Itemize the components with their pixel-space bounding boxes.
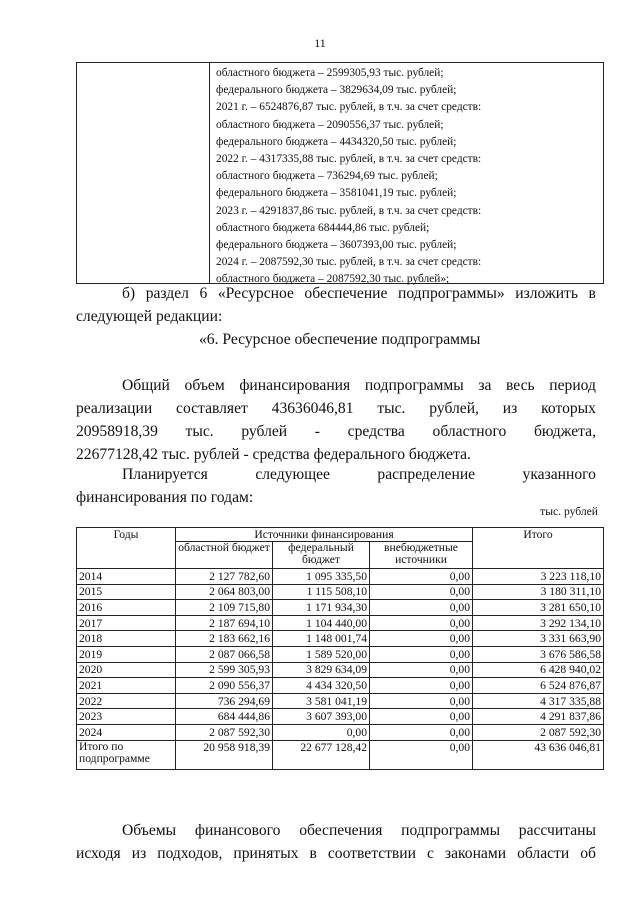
funding-line: федерального бюджета – 3581041,19 тыс. рублей; <box>216 187 457 200</box>
table-row <box>77 678 604 694</box>
header-federal: федеральный бюджет <box>273 542 370 569</box>
cell-regional: 736 294,69 <box>176 693 273 709</box>
word: подходов, <box>157 845 223 862</box>
cell-year: 2015 <box>77 584 176 600</box>
word: в <box>588 285 596 302</box>
footer-paragraph-line <box>76 842 596 866</box>
table-row <box>77 646 604 662</box>
cell-federal: 1 095 335,50 <box>273 569 370 585</box>
cell-federal: 3 829 634,09 <box>273 662 370 678</box>
funding-line: 2023 г. – 4291837,86 тыс. рублей, в т.ч. за счет средств: <box>216 204 482 217</box>
word: рассчитаны <box>518 822 596 839</box>
cell-year: 2020 <box>77 662 176 678</box>
cell-regional: 2 090 556,37 <box>176 678 273 694</box>
cell-extra: 0,00 <box>370 662 473 678</box>
word: области <box>517 845 570 862</box>
word: распределение <box>377 466 476 483</box>
word: подпрограммы» <box>397 285 505 302</box>
funding-line: областного бюджета 684444,86 тыс. рублей; <box>216 221 430 234</box>
header-regional: областной бюджет <box>176 542 273 569</box>
table-row <box>77 615 604 631</box>
previous-table-fragment <box>76 62 604 284</box>
cell-year: 2018 <box>77 631 176 647</box>
plan-paragraph-line <box>122 463 596 487</box>
table-row <box>77 662 604 678</box>
word: которых <box>541 400 596 417</box>
cell-regional: 2 109 715,80 <box>176 600 273 616</box>
table-total-row <box>77 740 604 769</box>
word: подпрограммы <box>401 822 501 839</box>
cell-federal: 3 581 041,19 <box>273 693 370 709</box>
cell-extra: 0,00 <box>370 709 473 725</box>
word: изложить <box>515 285 578 302</box>
cell-total: 6 428 940,02 <box>473 662 604 678</box>
total-paragraph-line <box>76 420 596 444</box>
cell-year: 2016 <box>77 600 176 616</box>
cell-extra: 0,00 <box>370 740 473 769</box>
cell-total: 3 223 118,10 <box>473 569 604 585</box>
cell-federal: 1 115 508,10 <box>273 584 370 600</box>
word: составляет <box>176 400 248 417</box>
cell-extra: 0,00 <box>370 724 473 740</box>
cell-federal: 4 434 320,50 <box>273 678 370 694</box>
amendment-line-2: следующей редакции: <box>76 308 223 325</box>
word: финансирования <box>239 377 351 394</box>
section-title: «6. Ресурсное обеспечение подпрограммы <box>199 331 481 348</box>
word: бюджета, <box>533 423 596 440</box>
word: реализации <box>76 400 153 417</box>
word: Общий <box>122 377 170 394</box>
table-row <box>77 709 604 725</box>
total-paragraph-line <box>122 374 596 398</box>
word: рублей, <box>429 400 479 417</box>
word: соответствии <box>327 845 416 862</box>
table-row <box>77 584 604 600</box>
cell-total: 6 524 876,87 <box>473 678 604 694</box>
table-row <box>77 569 604 585</box>
financing-table <box>76 527 604 770</box>
total-paragraph-line <box>76 397 596 421</box>
word: - <box>314 423 320 440</box>
funding-line: областного бюджета – 2090556,37 тыс. рублей; <box>216 118 444 131</box>
cell-federal: 1 148 001,74 <box>273 631 370 647</box>
cell-regional: 2 599 305,93 <box>176 662 273 678</box>
word: весь <box>506 377 535 394</box>
cell-regional: 684 444,86 <box>176 709 273 725</box>
cell-year: 2023 <box>77 709 176 725</box>
cell-federal: 1 589 520,00 <box>273 646 370 662</box>
cell-regional: 2 064 803,00 <box>176 584 273 600</box>
word: об <box>580 845 596 862</box>
cell-regional: 2 183 662,16 <box>176 631 273 647</box>
header-sources: Источники финансирования <box>176 528 473 542</box>
funding-line: 2024 г. – 2087592,30 тыс. рублей, в т.ч. за счет средств: <box>216 256 482 269</box>
funding-lines <box>216 65 481 289</box>
funding-line: областного бюджета – 736294,69 тыс. рублей; <box>216 170 438 183</box>
word: в <box>309 845 317 862</box>
word: б) <box>122 285 136 302</box>
cell-total: 3 180 311,10 <box>473 584 604 600</box>
amendment-line <box>122 282 596 306</box>
page-number: 11 <box>314 36 326 50</box>
cell-regional: 2 127 782,60 <box>176 569 273 585</box>
cell-regional: 2 087 066,58 <box>176 646 273 662</box>
funding-line: областного бюджета – 2599305,93 тыс. рублей; <box>216 67 444 79</box>
funding-line: федерального бюджета – 3829634,09 тыс. рублей; <box>216 84 457 97</box>
cell-year: 2021 <box>77 678 176 694</box>
word: принятых <box>233 845 299 862</box>
word: исходя <box>76 845 121 862</box>
cell-total: 3 676 586,58 <box>473 646 604 662</box>
cell-total: 43 636 046,81 <box>473 740 604 769</box>
cell-year: 2024 <box>77 724 176 740</box>
plan-paragraph-line: финансирования по годам: <box>76 489 254 506</box>
table-row <box>77 724 604 740</box>
funding-line: федерального бюджета – 3607393,00 тыс. рублей; <box>216 239 457 252</box>
word: тыс. <box>377 400 406 417</box>
word: подпрограммы <box>364 377 464 394</box>
table-row <box>77 600 604 616</box>
cell-extra: 0,00 <box>370 600 473 616</box>
word: раздел <box>145 285 189 302</box>
cell-year: 2022 <box>77 693 176 709</box>
cell-total: 4 317 335,88 <box>473 693 604 709</box>
cell-extra: 0,00 <box>370 584 473 600</box>
word: 43636046,81 <box>271 400 354 417</box>
word: обеспечения <box>299 822 383 839</box>
cell-total: 3 292 134,10 <box>473 615 604 631</box>
cell-extra: 0,00 <box>370 569 473 585</box>
units-label: тыс. рублей <box>540 505 598 518</box>
word: Объемы <box>122 822 177 839</box>
cell-federal: 1 171 934,30 <box>273 600 370 616</box>
word: указанного <box>522 466 596 483</box>
funding-line: 2022 г. – 4317335,88 тыс. рублей, в т.ч. за счет средств: <box>216 153 482 166</box>
word: средства <box>347 423 405 440</box>
cell-year: 2017 <box>77 615 176 631</box>
cell-extra: 0,00 <box>370 678 473 694</box>
cell-total: 2 087 592,30 <box>473 724 604 740</box>
total-paragraph-line: 22677128,42 тыс. рублей - средства федерального бюджета. <box>76 446 471 463</box>
cell-total: 3 281 650,10 <box>473 600 604 616</box>
cell-federal: 3 607 393,00 <box>273 709 370 725</box>
cell-total: 3 331 663,90 <box>473 631 604 647</box>
cell-regional: 2 087 592,30 <box>176 724 273 740</box>
cell-extra: 0,00 <box>370 631 473 647</box>
word: законами <box>444 845 507 862</box>
word: тыс. <box>185 423 214 440</box>
word: областного <box>432 423 507 440</box>
cell-extra: 0,00 <box>370 693 473 709</box>
cell-year: Итого по подпрограмме <box>77 740 176 769</box>
cell-year: 2014 <box>77 569 176 585</box>
word: финансового <box>194 822 281 839</box>
cell-federal: 0,00 <box>273 724 370 740</box>
cell-extra: 0,00 <box>370 615 473 631</box>
funding-line: 2021 г. – 6524876,87 тыс. рублей, в т.ч. за счет средств: <box>216 101 482 114</box>
word: «Ресурсное <box>217 285 294 302</box>
header-extra: внебюджетные источники <box>370 542 473 569</box>
word: 6 <box>199 285 208 302</box>
cell-federal: 22 677 128,42 <box>273 740 370 769</box>
funding-line: областного бюджета – 2087592,30 тыс. рублей»; <box>216 273 450 286</box>
table-row <box>77 693 604 709</box>
word: объем <box>184 377 225 394</box>
table-divider <box>209 63 210 283</box>
cell-total: 4 291 837,86 <box>473 709 604 725</box>
cell-year: 2019 <box>77 646 176 662</box>
word: следующее <box>255 466 330 483</box>
word: из <box>131 845 147 862</box>
word: обеспечение <box>304 285 388 302</box>
word: период <box>549 377 596 394</box>
word: рублей <box>241 423 288 440</box>
word: 20958918,39 <box>76 423 158 440</box>
footer-paragraph-line <box>122 819 596 843</box>
word: из <box>502 400 518 417</box>
cell-extra: 0,00 <box>370 646 473 662</box>
cell-regional: 2 187 694,10 <box>176 615 273 631</box>
cell-federal: 1 104 440,00 <box>273 615 370 631</box>
word: с <box>427 845 434 862</box>
header-years: Годы <box>77 528 176 569</box>
header-total: Итого <box>473 528 604 569</box>
funding-line: федерального бюджета – 4434320,50 тыс. рублей; <box>216 135 457 148</box>
table-row <box>77 631 604 647</box>
word: за <box>478 377 492 394</box>
cell-regional: 20 958 918,39 <box>176 740 273 769</box>
word: Планируется <box>122 466 208 483</box>
